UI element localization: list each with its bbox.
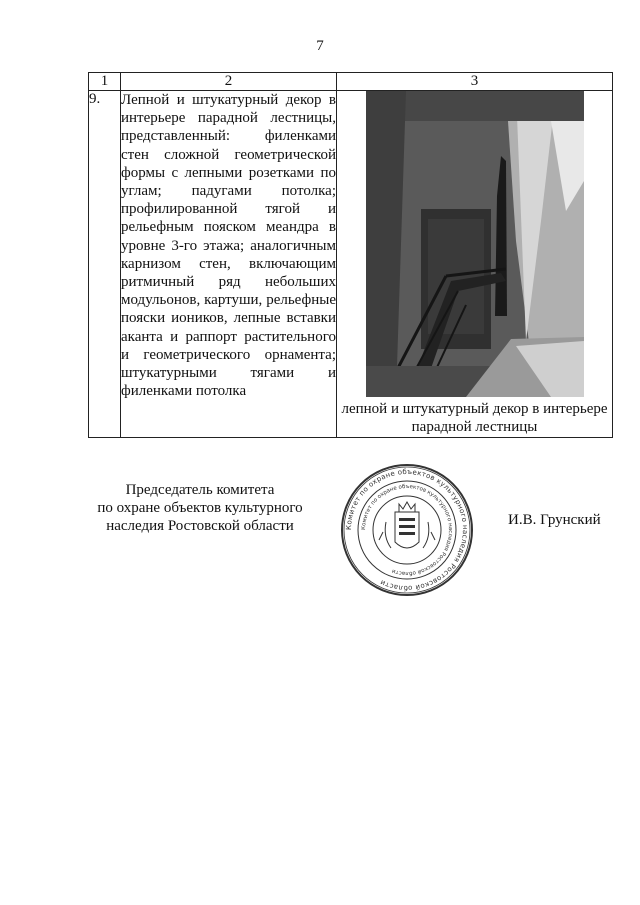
row-description: Лепной и штукатурный декор в интерьере парадной лестницы, представленный: филенками стен сложной геометрической формы с лепными розетками по углам; падугами потолка; профилированной тягой и рельефным пояском меандра в уровне 3-го этажа; аналогичным карнизом стен, включающим ритмичный ряд небольших модульонов, картуши, рельефные пояски иоников, лепные вставки аканта и раппорт растительного и геометрического орнамента; штукатурными тягами и филенками потолка xyxy=(121,91,337,438)
svg-text:Комитет по охране объектов кул: Комитет по охране объектов культурного наследия Ростовской области xyxy=(360,483,454,577)
page-number: 7 xyxy=(316,38,324,54)
table-row xyxy=(89,91,613,438)
header-col-1: 1 xyxy=(89,73,121,91)
row-number: 9. xyxy=(89,91,121,438)
signer-title-line-1: Председатель комитета xyxy=(125,482,275,498)
svg-text:Комитет по охране объектов кул: Комитет по охране объектов культурного наследия Ростовской области xyxy=(344,467,470,593)
photo-caption: лепной и штукатурный декор в интерьере парадной лестницы xyxy=(341,401,608,435)
official-seal-stamp xyxy=(339,462,475,598)
signer-title-line-2: по охране объектов культурного xyxy=(97,500,303,516)
table-header-row xyxy=(89,73,613,91)
header-col-3: 3 xyxy=(337,73,613,91)
header-col-2: 2 xyxy=(121,73,337,91)
signer-title-line-3: наследия Ростовской области xyxy=(106,518,294,534)
signature-block xyxy=(70,481,330,535)
objects-table xyxy=(88,72,613,438)
staircase-photo xyxy=(366,91,584,397)
signer-name: И.В. Грунский xyxy=(508,512,601,528)
photo-cell xyxy=(337,91,613,438)
